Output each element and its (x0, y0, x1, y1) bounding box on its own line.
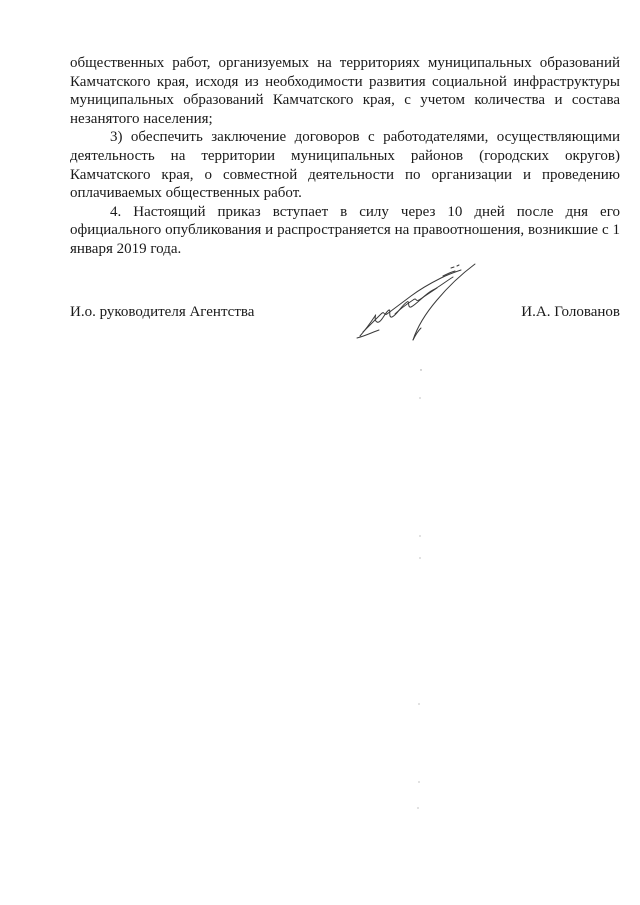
paragraph-continuation: общественных работ, организуемых на территориях муниципальных образований Камчатского края, исходя из необходимости развития социальной инфраструктуры муниципальных образований Камчатского края, с учетом количества и состава незанятого населения; (70, 55, 620, 127)
document-body (70, 54, 620, 259)
signature-row (70, 304, 620, 326)
handwritten-signature (355, 262, 485, 342)
paragraph-item-3: 3) обеспечить заключение договоров с работодателями, осуществляющими деятельность на территории муниципальных районов (городских округов) Камчатского края, о совместной деятельности по организации и проведению оплачиваемых общественных работ. (70, 129, 620, 202)
signer-position: И.о. руководителя Агентства (70, 304, 255, 320)
paragraph-item-4: 4. Настоящий приказ вступает в силу через 10 дней после дня его официального опубликования и распространяется на правоотношения, возникшие с 1 января 2019 года. (70, 203, 620, 257)
signer-name: И.А. Голованов (521, 304, 620, 320)
